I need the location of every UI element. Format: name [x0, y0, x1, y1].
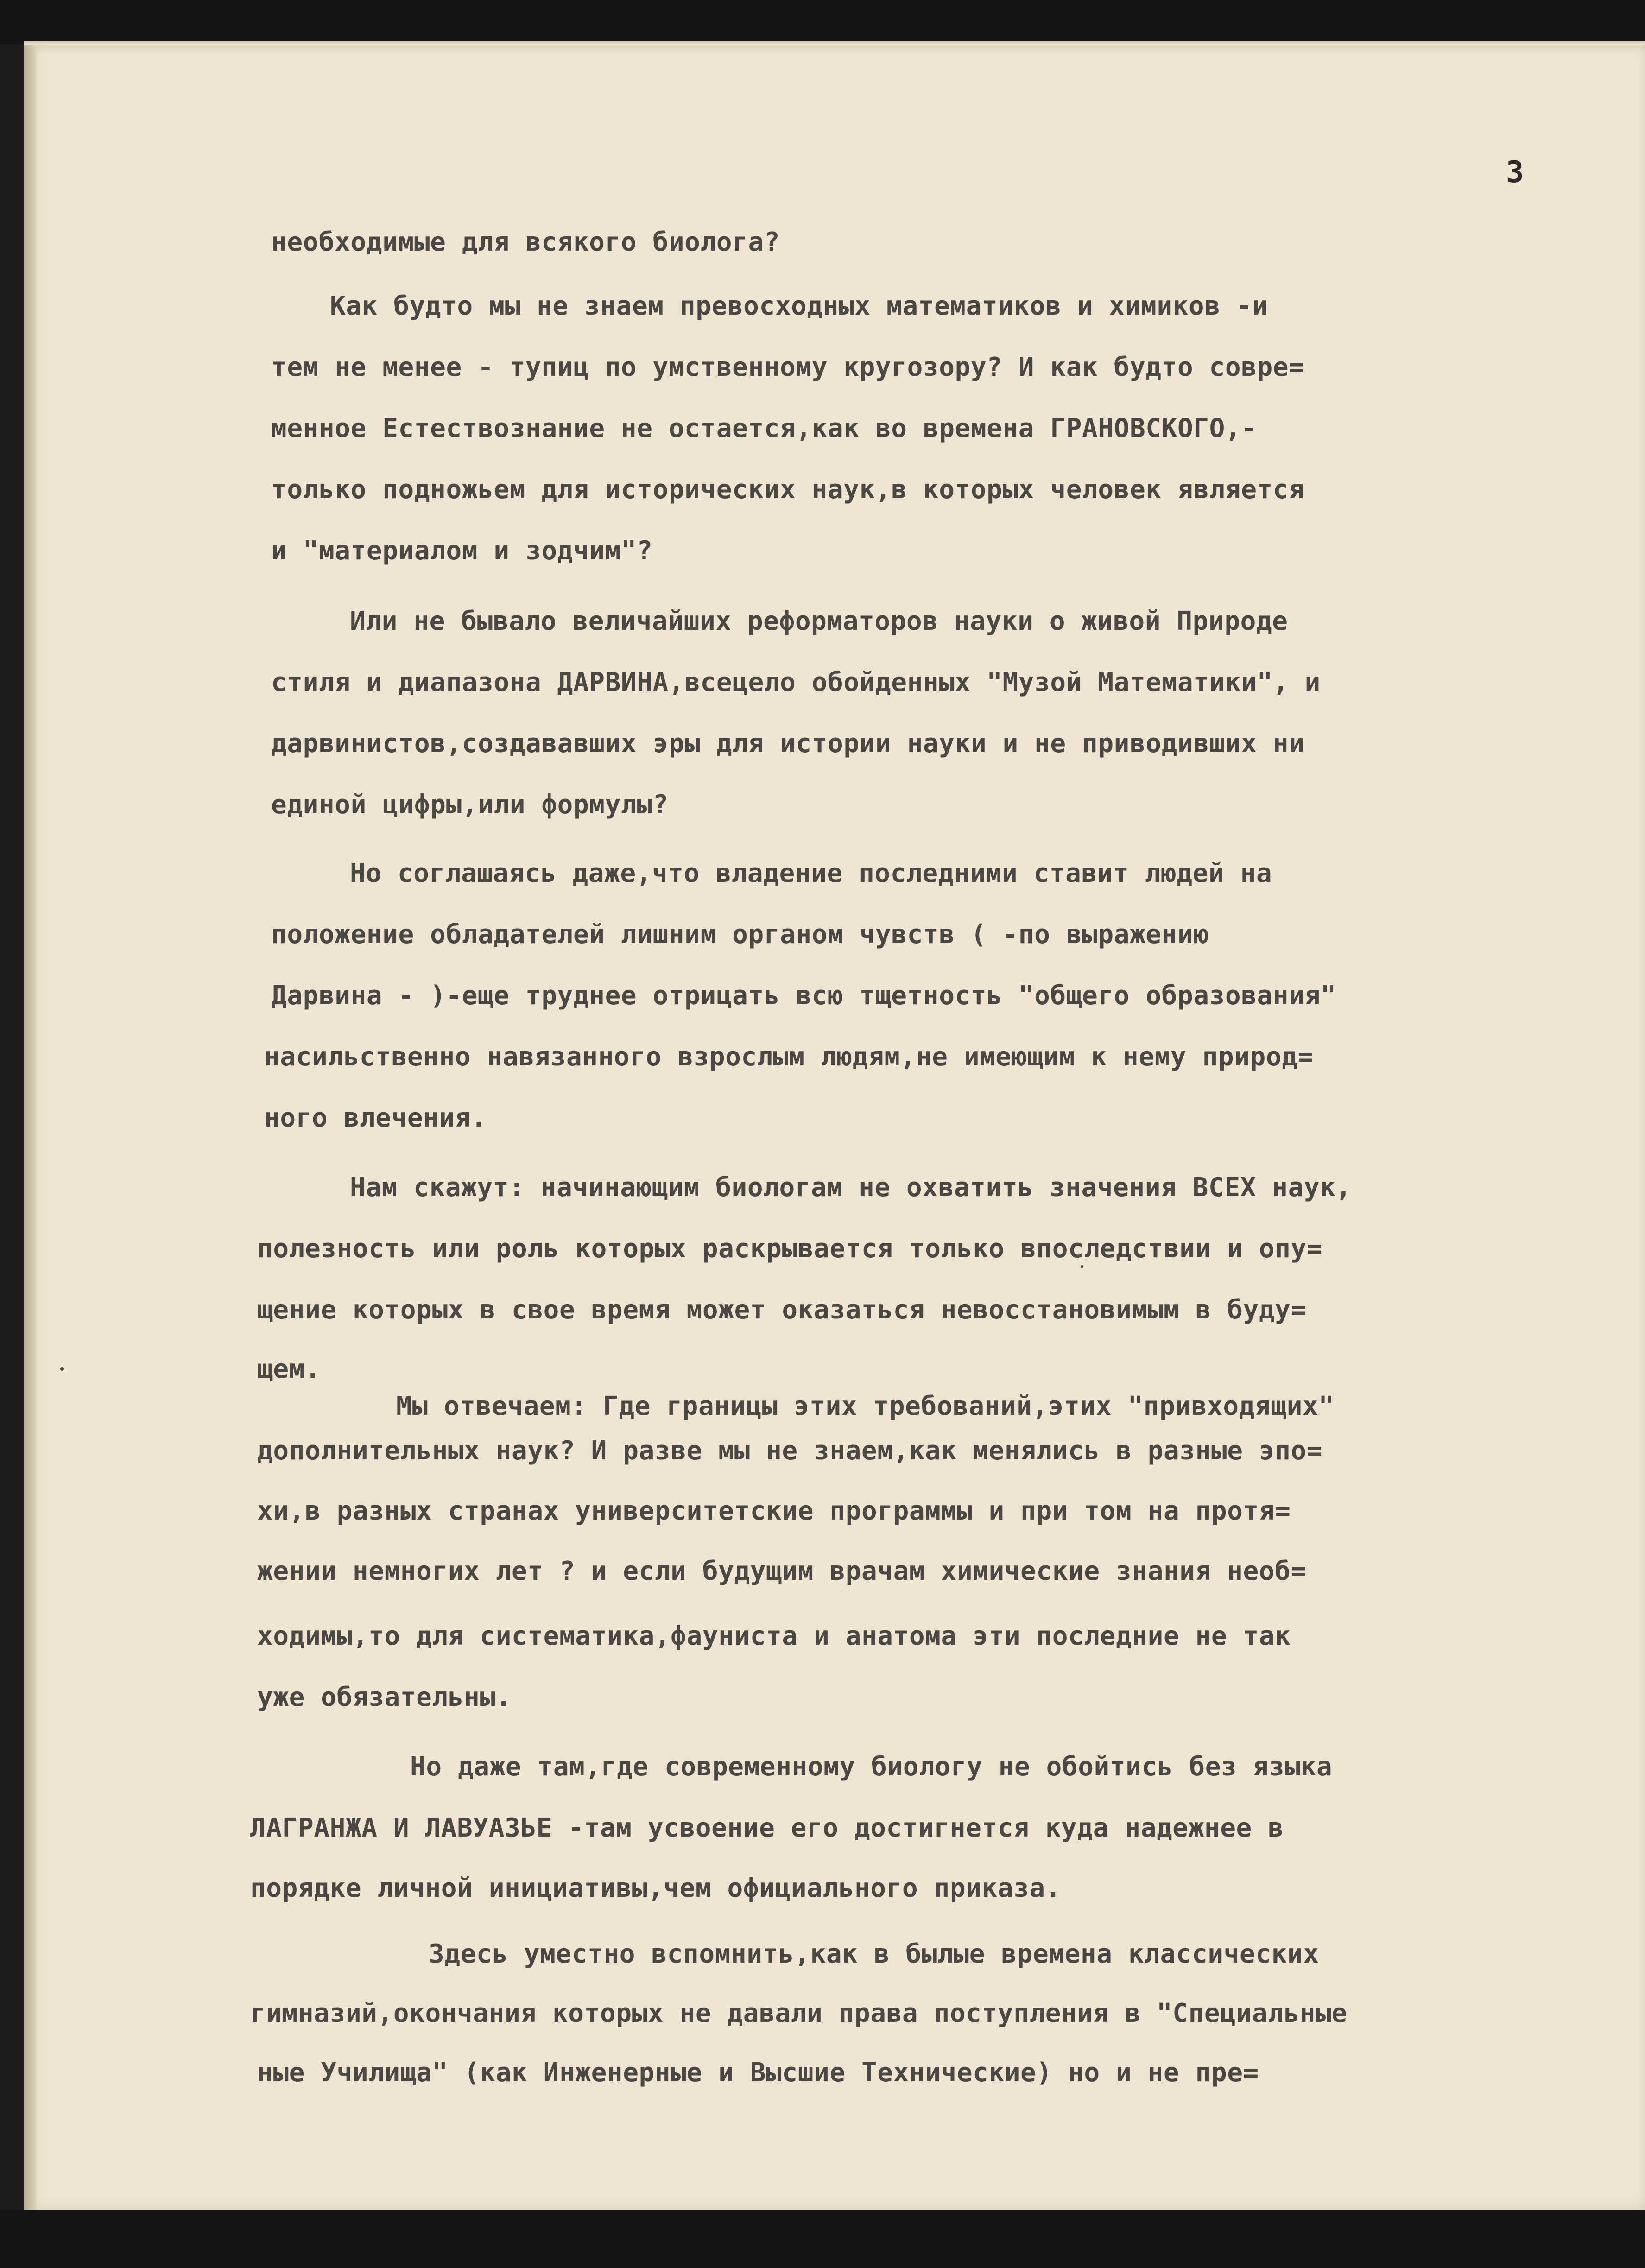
text-line: Дарвина - )-еще труднее отрицать всю тщетность "общего образования"	[271, 981, 1337, 1011]
text-line: тем не менее - тупиц по умственному кругозору? И как будто совре=	[271, 352, 1305, 382]
text-line: щение которых в свое время может оказаться невосстановимым в буду=	[257, 1295, 1307, 1325]
paper-speck	[1081, 1265, 1083, 1268]
page-number: 3	[1506, 155, 1524, 190]
text-line: ные Училища" (как Инженерные и Высшие Технические) но и не пре=	[257, 2058, 1259, 2088]
text-line: щем.	[257, 1354, 321, 1384]
text-line: уже обязательны.	[257, 1682, 512, 1712]
scanner-background-bottom	[0, 2210, 1645, 2268]
text-line: ходимы,то для систематика,фауниста и анатома эти последние не так	[257, 1621, 1291, 1651]
text-line: жении немногих лет ? и если будущим врачам химические знания необ=	[257, 1556, 1307, 1586]
text-line: насильственно навязанного взрослым людям,не имеющим к нему природ=	[264, 1042, 1314, 1072]
text-line: Или не бывало величайших реформаторов науки о живой Природе	[350, 606, 1288, 636]
text-line: Здесь уместно вспомнить,как в былые времена классических	[429, 1939, 1319, 1969]
text-line: хи,в разных странах университетские программы и при том на протя=	[257, 1496, 1291, 1526]
scanner-background-top	[0, 0, 1645, 44]
text-line: ного влечения.	[264, 1103, 487, 1133]
text-line: Как будто мы не знаем превосходных математиков и химиков -и	[330, 291, 1268, 321]
text-line: Нам скажут: начинающим биологам не охватить значения ВСЕХ наук,	[350, 1172, 1352, 1203]
text-line: дарвинистов,создававших эры для истории науки и не приводивших ни	[271, 729, 1305, 759]
text-line: менное Естествознание не остается,как во времена ГРАНОВСКОГО,-	[271, 413, 1257, 443]
text-line: дополнительных наук? И разве мы не знаем,как менялись в разные эпо=	[257, 1436, 1323, 1466]
text-line: единой цифры,или формулы?	[271, 790, 669, 820]
text-line: Но даже там,где современному биологу не обойтись без языка	[410, 1752, 1333, 1782]
paper-top-edge	[24, 41, 1645, 45]
text-line: ЛАГРАНЖА И ЛАВУАЗЬЕ -там усвоение его достигнется куда надежнее в	[250, 1813, 1284, 1843]
paper-edge	[24, 41, 36, 2210]
paper-speck	[60, 1367, 64, 1371]
text-line: положение обладателей лишним органом чувств ( -по выражению	[271, 919, 1209, 950]
text-line: Но соглашаясь даже,что владение последними ставит людей на	[350, 858, 1272, 888]
text-line: порядке личной инициативы,чем официального приказа.	[250, 1873, 1062, 1903]
text-line: Мы отвечаем: Где границы этих требований,этих "привходящих"	[396, 1391, 1335, 1421]
text-line: гимназий,окончания которых не давали права поступления в "Специальные	[250, 1998, 1348, 2028]
text-line: и "материалом и зодчим"?	[271, 536, 653, 566]
text-line: только подножьем для исторических наук,в которых человек является	[271, 475, 1305, 505]
text-line: необходимые для всякого биолога?	[271, 227, 780, 257]
text-line: полезность или роль которых раскрывается только впоследствии и опу=	[257, 1234, 1323, 1264]
text-line: стиля и диапазона ДАРВИНА,всецело обойденных "Музой Математики", и	[271, 667, 1321, 697]
